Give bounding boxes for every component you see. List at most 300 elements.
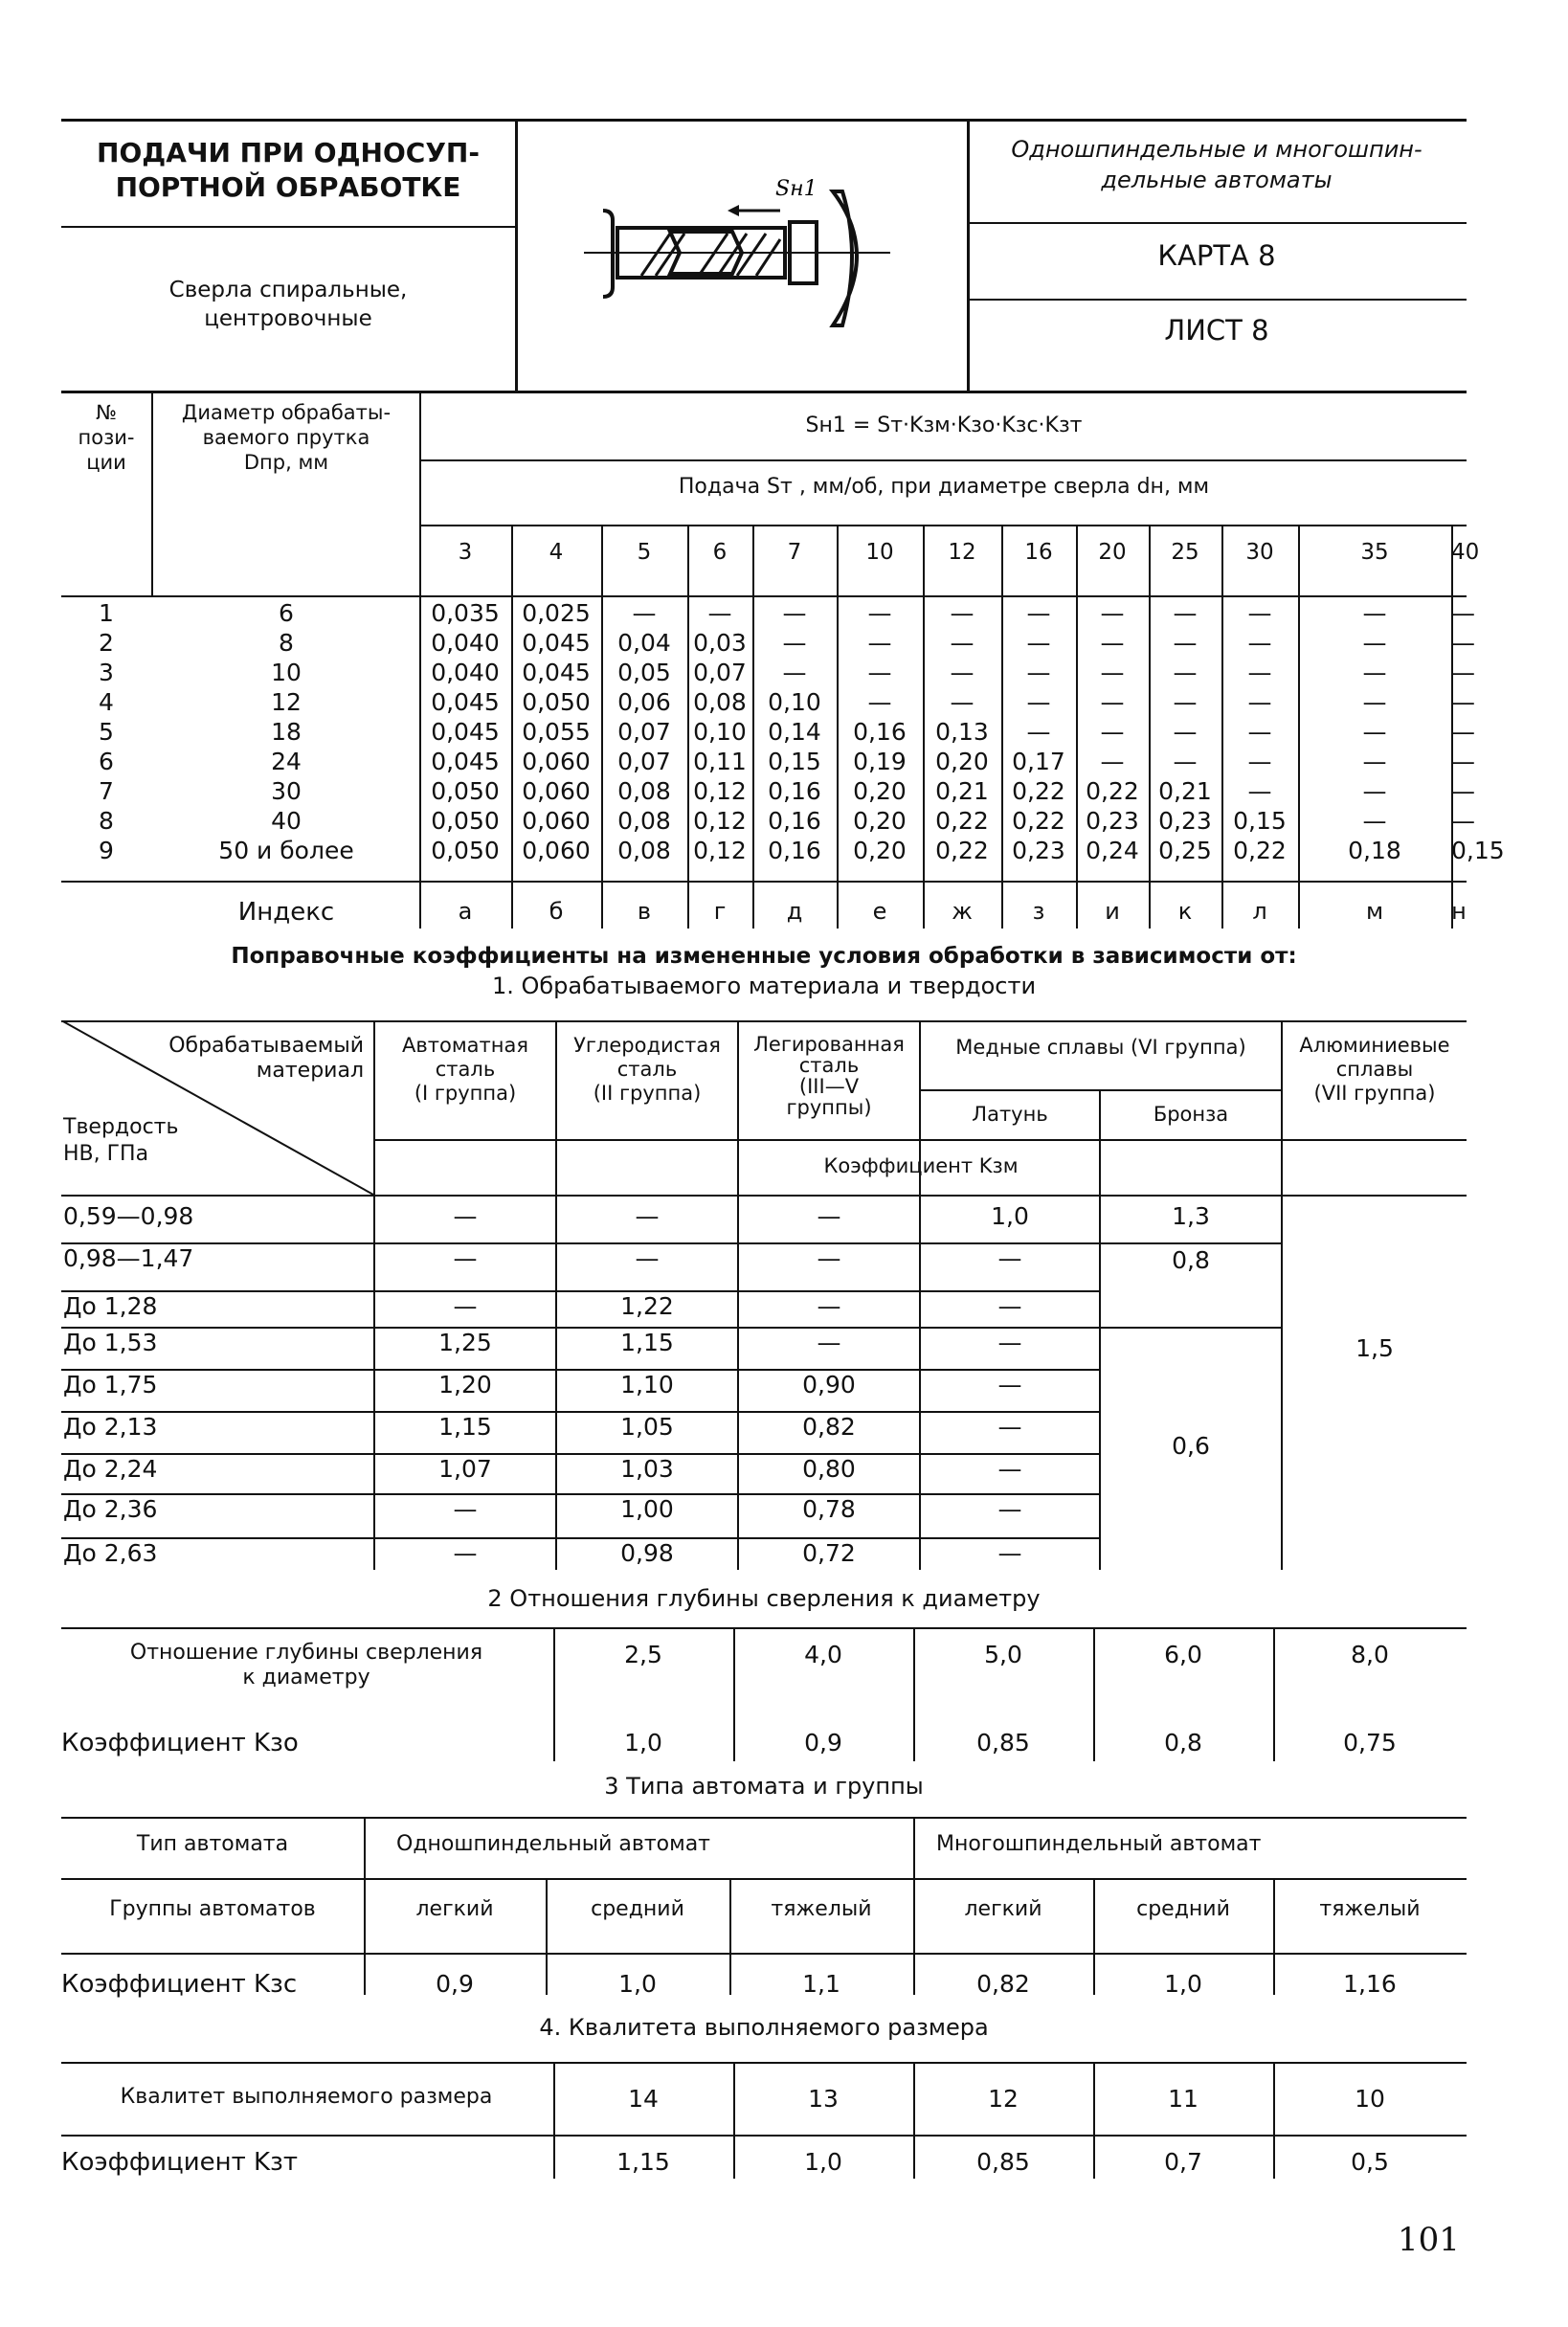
bar-diameter: 40	[271, 807, 302, 835]
carbon-steel-value: —	[635, 1244, 660, 1272]
feed-value: 0,16	[853, 718, 907, 746]
card-number: КАРТА 8	[1157, 239, 1276, 272]
drill-diameter-header: 16	[1024, 540, 1053, 565]
bronze-value-2: 0,8	[1172, 1246, 1210, 1274]
hardness-value: 0,98—1,47	[63, 1244, 194, 1272]
feed-value: —	[1100, 718, 1125, 746]
feed-value: —	[867, 688, 892, 716]
feed-value: 0,08	[617, 807, 671, 835]
feed-value: 0,22	[935, 837, 989, 864]
grade-value: 11	[1168, 2085, 1198, 2113]
feed-value: 0,055	[522, 718, 591, 746]
feed-value: —	[1362, 718, 1387, 746]
header-right-rule1	[967, 222, 1467, 224]
feed-value: —	[1362, 807, 1387, 835]
index-letter: д	[786, 898, 803, 925]
feed-value: —	[1247, 629, 1272, 657]
alloy-steel-value: —	[817, 1244, 841, 1272]
feed-value: 0,20	[853, 777, 907, 805]
coef-kzo-label: Коэффициент Kзо	[61, 1729, 299, 1757]
feed-value: 0,12	[693, 807, 747, 835]
mach-rule-top	[61, 1817, 1467, 1819]
hardness-value: До 2,24	[63, 1455, 158, 1483]
position-number: 2	[99, 629, 114, 657]
position-number: 4	[99, 688, 114, 716]
feed-value: —	[1451, 599, 1475, 627]
feed-value: 0,040	[431, 659, 500, 686]
feed-value: —	[1247, 599, 1272, 627]
machine-coef: 0,82	[976, 1970, 1030, 1998]
hardness-value: До 2,13	[63, 1413, 158, 1441]
feed-value: 0,21	[1158, 777, 1212, 805]
feed-value: —	[1451, 748, 1475, 775]
feed-value: 0,060	[522, 777, 591, 805]
feed-value: 0,08	[617, 837, 671, 864]
auto-steel-value: 1,25	[438, 1329, 492, 1356]
depth-coef: 0,85	[976, 1729, 1030, 1756]
carbon-steel-value: 1,00	[620, 1495, 674, 1523]
bar-diameter: 24	[271, 748, 302, 775]
alloy-steel-value: 0,80	[802, 1455, 856, 1483]
carbon-steel-value: 0,98	[620, 1539, 674, 1567]
machine-group: легкий	[415, 1897, 494, 1921]
bar-diameter: 12	[271, 688, 302, 716]
machine-group: легкий	[964, 1897, 1042, 1921]
feed-value: —	[1026, 718, 1051, 746]
feed-value: —	[1173, 659, 1198, 686]
feed-value: 0,05	[617, 659, 671, 686]
hardness-value: До 1,75	[63, 1371, 158, 1398]
brass-value: 1,0	[991, 1202, 1029, 1230]
grade-rule-mid	[61, 2135, 1467, 2137]
feed-value: 0,16	[768, 777, 821, 805]
feed-value: 0,08	[693, 688, 747, 716]
brass-value: —	[997, 1371, 1022, 1398]
hardness-value: До 1,28	[63, 1292, 158, 1320]
feed-value: —	[1362, 777, 1387, 805]
carbon-steel-value: 1,22	[620, 1292, 674, 1320]
corrections-sub4: 4. Квалитета выполняемого размера	[539, 2014, 989, 2041]
index-letter: г	[713, 898, 727, 925]
feed-value: 0,22	[1012, 777, 1065, 805]
machine-group: средний	[591, 1897, 684, 1921]
feed-value: —	[782, 599, 807, 627]
feed-value: 0,045	[431, 688, 500, 716]
feed-value: 0,13	[935, 718, 989, 746]
grade-label: Квалитет выполняемого размера	[120, 2085, 493, 2109]
corrections-heading: Поправочные коэффициенты на измененные условия обработки в зависимости от:	[231, 944, 1297, 969]
index-letter: ж	[952, 898, 973, 925]
bronze-rule	[1099, 1242, 1281, 1244]
feed-value: 0,10	[693, 718, 747, 746]
feed-value: 0,22	[1086, 777, 1139, 805]
index-letter: к	[1177, 898, 1193, 925]
grade-coef: 1,0	[804, 2148, 842, 2176]
hardness-value: До 1,53	[63, 1329, 158, 1356]
machine-group: тяжелый	[771, 1897, 872, 1921]
feed-value: 0,22	[1012, 807, 1065, 835]
feed-value: —	[1247, 777, 1272, 805]
feed-value: 0,15	[1451, 837, 1505, 864]
feed-value: 0,03	[693, 629, 747, 657]
col-bronze: Бронза	[1153, 1103, 1229, 1126]
machine-coef: 1,0	[618, 1970, 657, 1998]
index-letter: з	[1032, 898, 1045, 925]
grade-coef: 0,5	[1351, 2148, 1389, 2176]
grade-coef: 0,7	[1164, 2148, 1202, 2176]
index-letter: н	[1451, 898, 1467, 925]
feed-value: 0,25	[1158, 837, 1212, 864]
col-auto-steel: Автоматная сталь (I группа)	[402, 1034, 528, 1105]
alloy-steel-value: 0,72	[802, 1539, 856, 1567]
index-letter: е	[872, 898, 887, 925]
mach-rule-mid	[61, 1878, 1467, 1880]
grade-value: 14	[628, 2085, 659, 2113]
feed-value: 0,045	[431, 748, 500, 775]
feed-value: —	[782, 659, 807, 686]
alloy-steel-value: —	[817, 1202, 841, 1230]
feed-value: —	[1173, 748, 1198, 775]
machine-coef: 1,1	[802, 1970, 840, 1998]
feed-value: 0,11	[693, 748, 747, 775]
position-number: 3	[99, 659, 114, 686]
machine-type: Одношпиндельные и многошпин- дельные автоматы	[1011, 136, 1422, 193]
carbon-steel-value: 1,15	[620, 1329, 674, 1356]
main-rule-body	[61, 881, 1467, 883]
machine-type-label: Тип автомата	[136, 1832, 289, 1856]
feed-value: —	[1026, 659, 1051, 686]
drill-diameter-header: 12	[948, 540, 976, 565]
auto-steel-value: —	[453, 1495, 478, 1523]
depth-ratio: 6,0	[1164, 1641, 1202, 1668]
feed-value: —	[1451, 629, 1475, 657]
feed-value: —	[1451, 718, 1475, 746]
carbon-steel-value: 1,10	[620, 1371, 674, 1398]
feed-value: —	[1026, 688, 1051, 716]
sheet-number: ЛИСТ 8	[1164, 314, 1269, 347]
bronze-value-1: 1,3	[1172, 1202, 1210, 1230]
drill-diameter-header: 25	[1171, 540, 1199, 565]
feed-value: 0,045	[431, 718, 500, 746]
feed-value: 0,050	[431, 807, 500, 835]
feed-value: 0,23	[1158, 807, 1212, 835]
coef-kzs-label: Коэффициент Kзс	[61, 1970, 298, 1999]
feed-value: 0,050	[431, 777, 500, 805]
grade-coef: 0,85	[976, 2148, 1030, 2176]
feed-value: —	[1100, 748, 1125, 775]
page-number: 101	[1398, 2221, 1460, 2259]
depth-rule-top	[61, 1627, 1467, 1629]
position-number: 6	[99, 748, 114, 775]
feed-value: 0,060	[522, 807, 591, 835]
depth-coef: 1,0	[624, 1729, 662, 1756]
feed-value: —	[1100, 629, 1125, 657]
col-alloy-steel: Легированная сталь (III—V группы)	[753, 1033, 905, 1119]
auto-steel-value: 1,15	[438, 1413, 492, 1441]
feed-value: 0,060	[522, 837, 591, 864]
feed-value: —	[950, 599, 974, 627]
brass-value: —	[997, 1539, 1022, 1567]
machine-coef: 1,0	[1164, 1970, 1202, 1998]
feed-value: 0,15	[768, 748, 821, 775]
drill-diameter-header: 30	[1245, 540, 1274, 565]
feed-value: —	[1173, 599, 1198, 627]
feed-value: —	[1362, 629, 1387, 657]
coef-kzt-label: Коэффициент Kзт	[61, 2148, 299, 2177]
feed-value: —	[1362, 748, 1387, 775]
feed-value: —	[950, 659, 974, 686]
auto-steel-value: —	[453, 1202, 478, 1230]
feed-value: —	[1247, 718, 1272, 746]
feed-value: 0,18	[1348, 837, 1401, 864]
feed-value: —	[1100, 688, 1125, 716]
feed-value: —	[1100, 599, 1125, 627]
alloy-steel-value: 0,90	[802, 1371, 856, 1398]
sketch-label: Sн1	[775, 177, 818, 201]
feed-value: 0,045	[522, 629, 591, 657]
bar-diameter: 50 и более	[218, 837, 354, 864]
diag-header-hardness: Твердость НВ, ГПа	[63, 1115, 179, 1166]
depth-label: Отношение глубины сверления к диаметру	[129, 1641, 483, 1689]
feed-value: —	[1362, 599, 1387, 627]
feed-value: —	[867, 659, 892, 686]
feed-value: —	[782, 629, 807, 657]
top-rule	[61, 119, 1467, 122]
feed-value: —	[1362, 688, 1387, 716]
main-rule-formula	[419, 459, 1467, 461]
brass-value: —	[997, 1455, 1022, 1483]
feed-value: 0,07	[693, 659, 747, 686]
grade-value: 10	[1355, 2085, 1385, 2113]
header-bottom-rule	[61, 391, 1467, 393]
corrections-sub1: 1. Обрабатываемого материала и твердости	[491, 973, 1037, 999]
feed-value: 0,07	[617, 718, 671, 746]
feed-value: —	[1173, 718, 1198, 746]
machine-group: тяжелый	[1319, 1897, 1421, 1921]
index-label: Индекс	[237, 898, 335, 927]
feed-value: —	[1173, 629, 1198, 657]
feed-value: 0,045	[522, 659, 591, 686]
col-position-header: № пози- ции	[78, 401, 135, 474]
drill-diameter-header: 20	[1098, 540, 1127, 565]
carbon-steel-value: —	[635, 1202, 660, 1230]
feed-value: 0,06	[617, 688, 671, 716]
bar-diameter: 6	[279, 599, 294, 627]
diag-header-material: Обрабатываемый материал	[168, 1034, 364, 1083]
brass-value: —	[997, 1329, 1022, 1356]
feed-value: 0,23	[1086, 807, 1139, 835]
brass-value: —	[997, 1495, 1022, 1523]
brass-value: —	[997, 1413, 1022, 1441]
bar-diameter: 10	[271, 659, 302, 686]
drill-diameter-header: 35	[1360, 540, 1389, 565]
alloy-steel-value: —	[817, 1329, 841, 1356]
bronze-rule	[1099, 1327, 1281, 1329]
position-number: 5	[99, 718, 114, 746]
header-left-rule	[61, 226, 515, 228]
feed-value: 0,060	[522, 748, 591, 775]
carbon-steel-value: 1,05	[620, 1413, 674, 1441]
feed-value: 0,04	[617, 629, 671, 657]
feed-value: 0,14	[768, 718, 821, 746]
feed-value: —	[632, 599, 657, 627]
machine-coef: 0,9	[436, 1970, 474, 1998]
auto-steel-value: —	[453, 1244, 478, 1272]
bar-diameter: 18	[271, 718, 302, 746]
grade-value: 13	[808, 2085, 839, 2113]
feed-value: 0,15	[1233, 807, 1287, 835]
main-rule-caption	[419, 525, 1467, 526]
drill-diameter-header: 4	[549, 540, 564, 565]
feed-value: 0,07	[617, 748, 671, 775]
feed-value: —	[1247, 748, 1272, 775]
col-aluminium: Алюминиевые сплавы (VII группа)	[1299, 1034, 1450, 1105]
feed-value: —	[950, 688, 974, 716]
auto-steel-value: —	[453, 1292, 478, 1320]
depth-coef: 0,75	[1343, 1729, 1397, 1756]
mat-col-divider	[1281, 1020, 1283, 1570]
mach-rule-bot	[61, 1953, 1467, 1955]
multi-spindle: Многошпиндельный автомат	[936, 1832, 1262, 1856]
header-right-rule2	[967, 299, 1467, 301]
index-letter: и	[1105, 898, 1120, 925]
feed-value: —	[1100, 659, 1125, 686]
groups-label: Группы автоматов	[109, 1897, 316, 1921]
feed-value: —	[950, 629, 974, 657]
feed-value: 0,19	[853, 748, 907, 775]
alloy-steel-value: 0,82	[802, 1413, 856, 1441]
grade-coef: 1,15	[616, 2148, 670, 2176]
corrections-sub2: 2 Отношения глубины сверления к диаметру	[487, 1585, 1041, 1612]
bar-diameter: 8	[279, 629, 294, 657]
doc-title: ПОДАЧИ ПРИ ОДНОСУП- ПОРТНОЙ ОБРАБОТКЕ	[97, 137, 480, 203]
drill-diameter-header: 7	[787, 540, 802, 565]
feed-value: 0,16	[768, 837, 821, 864]
depth-ratio: 5,0	[984, 1641, 1022, 1668]
drill-sketch-figure	[574, 163, 919, 335]
feed-caption: Подача Sт , мм/об, при диаметре сверла dн, мм	[678, 475, 1210, 499]
auto-steel-value: 1,07	[438, 1455, 492, 1483]
feed-value: 0,025	[522, 599, 591, 627]
position-number: 8	[99, 807, 114, 835]
col-diameter-header: Диаметр обрабаты- ваемого прутка Dпр, мм	[181, 401, 392, 474]
feed-value: —	[1026, 629, 1051, 657]
single-spindle: Одношпиндельный автомат	[396, 1832, 711, 1856]
grade-rule-top	[61, 2062, 1467, 2064]
feed-value: —	[1362, 659, 1387, 686]
feed-value: 0,22	[1233, 837, 1287, 864]
header-divider-left	[515, 119, 518, 391]
machine-coef: 1,16	[1343, 1970, 1397, 1998]
feed-value: 0,16	[768, 807, 821, 835]
feed-value: 0,24	[1086, 837, 1139, 864]
drill-diameter-header: 10	[865, 540, 894, 565]
col-carbon-steel: Углеродистая сталь (II группа)	[573, 1034, 721, 1105]
alloy-steel-value: 0,78	[802, 1495, 856, 1523]
feed-value: 0,040	[431, 629, 500, 657]
depth-ratio: 8,0	[1351, 1641, 1389, 1668]
hardness-value: До 2,36	[63, 1495, 158, 1523]
feed-value: 0,20	[935, 748, 989, 775]
machine-group: средний	[1136, 1897, 1230, 1921]
aluminium-value: 1,5	[1355, 1334, 1394, 1362]
main-rule-head	[61, 595, 1467, 597]
depth-coef: 0,9	[804, 1729, 842, 1756]
index-letter: м	[1365, 898, 1384, 925]
alloy-steel-value: —	[817, 1292, 841, 1320]
carbon-steel-value: 1,03	[620, 1455, 674, 1483]
brass-value: —	[997, 1244, 1022, 1272]
feed-value: —	[1451, 807, 1475, 835]
feed-value: —	[1173, 688, 1198, 716]
mat-rule-copper	[921, 1089, 1281, 1091]
hardness-value: 0,59—0,98	[63, 1202, 194, 1230]
feed-value: —	[707, 599, 732, 627]
feed-value: 0,21	[935, 777, 989, 805]
feed-value: 0,050	[431, 837, 500, 864]
col-brass: Латунь	[972, 1103, 1048, 1126]
feed-value: 0,12	[693, 777, 747, 805]
feed-value: 0,20	[853, 837, 907, 864]
mat-col-divider	[1099, 1089, 1101, 1570]
depth-coef: 0,8	[1164, 1729, 1202, 1756]
chuck	[833, 191, 857, 325]
coef-kzm-label: Коэффициент Kзм	[823, 1154, 1019, 1177]
feed-value: —	[867, 629, 892, 657]
feed-value: 0,22	[935, 807, 989, 835]
feed-value: 0,17	[1012, 748, 1065, 775]
feed-value: —	[867, 599, 892, 627]
depth-ratio: 2,5	[624, 1641, 662, 1668]
feed-value: —	[1451, 777, 1475, 805]
depth-ratio: 4,0	[804, 1641, 842, 1668]
drill-diameter-header: 5	[637, 540, 652, 565]
doc-subtitle: Сверла спиральные, центровочные	[168, 278, 408, 331]
drill-diameter-header: 40	[1451, 540, 1480, 565]
position-number: 7	[99, 777, 114, 805]
feed-value: 0,08	[617, 777, 671, 805]
feed-value: —	[1451, 659, 1475, 686]
feed-value: 0,12	[693, 837, 747, 864]
index-letter: л	[1252, 898, 1267, 925]
feed-value: 0,035	[431, 599, 500, 627]
grade-value: 12	[988, 2085, 1019, 2113]
drill-diameter-header: 6	[712, 540, 728, 565]
index-letter: б	[549, 898, 564, 925]
feed-value: —	[1451, 688, 1475, 716]
corrections-sub3: 3 Типа автомата и группы	[604, 1773, 924, 1800]
auto-steel-value: 1,20	[438, 1371, 492, 1398]
position-number: 1	[99, 599, 114, 627]
auto-steel-value: —	[453, 1539, 478, 1567]
brass-value: —	[997, 1292, 1022, 1320]
position-number: 9	[99, 837, 114, 864]
bar-diameter: 30	[271, 777, 302, 805]
feed-value: 0,050	[522, 688, 591, 716]
drill-diameter-header: 3	[458, 540, 473, 565]
feed-value: 0,20	[853, 807, 907, 835]
feed-value: 0,23	[1012, 837, 1065, 864]
feed-value: 0,10	[768, 688, 821, 716]
feed-value: —	[1247, 659, 1272, 686]
bronze-value-3: 0,6	[1172, 1432, 1210, 1460]
feed-formula: Sн1 = Sт·Kзм·Kзо·Kзс·Kзт	[805, 414, 1083, 437]
index-letter: а	[458, 898, 473, 925]
feed-value: —	[1247, 688, 1272, 716]
col-copper-alloys: Медные сплавы (VI группа)	[955, 1036, 1246, 1059]
index-letter: в	[637, 898, 652, 925]
hardness-value: До 2,63	[63, 1539, 158, 1567]
